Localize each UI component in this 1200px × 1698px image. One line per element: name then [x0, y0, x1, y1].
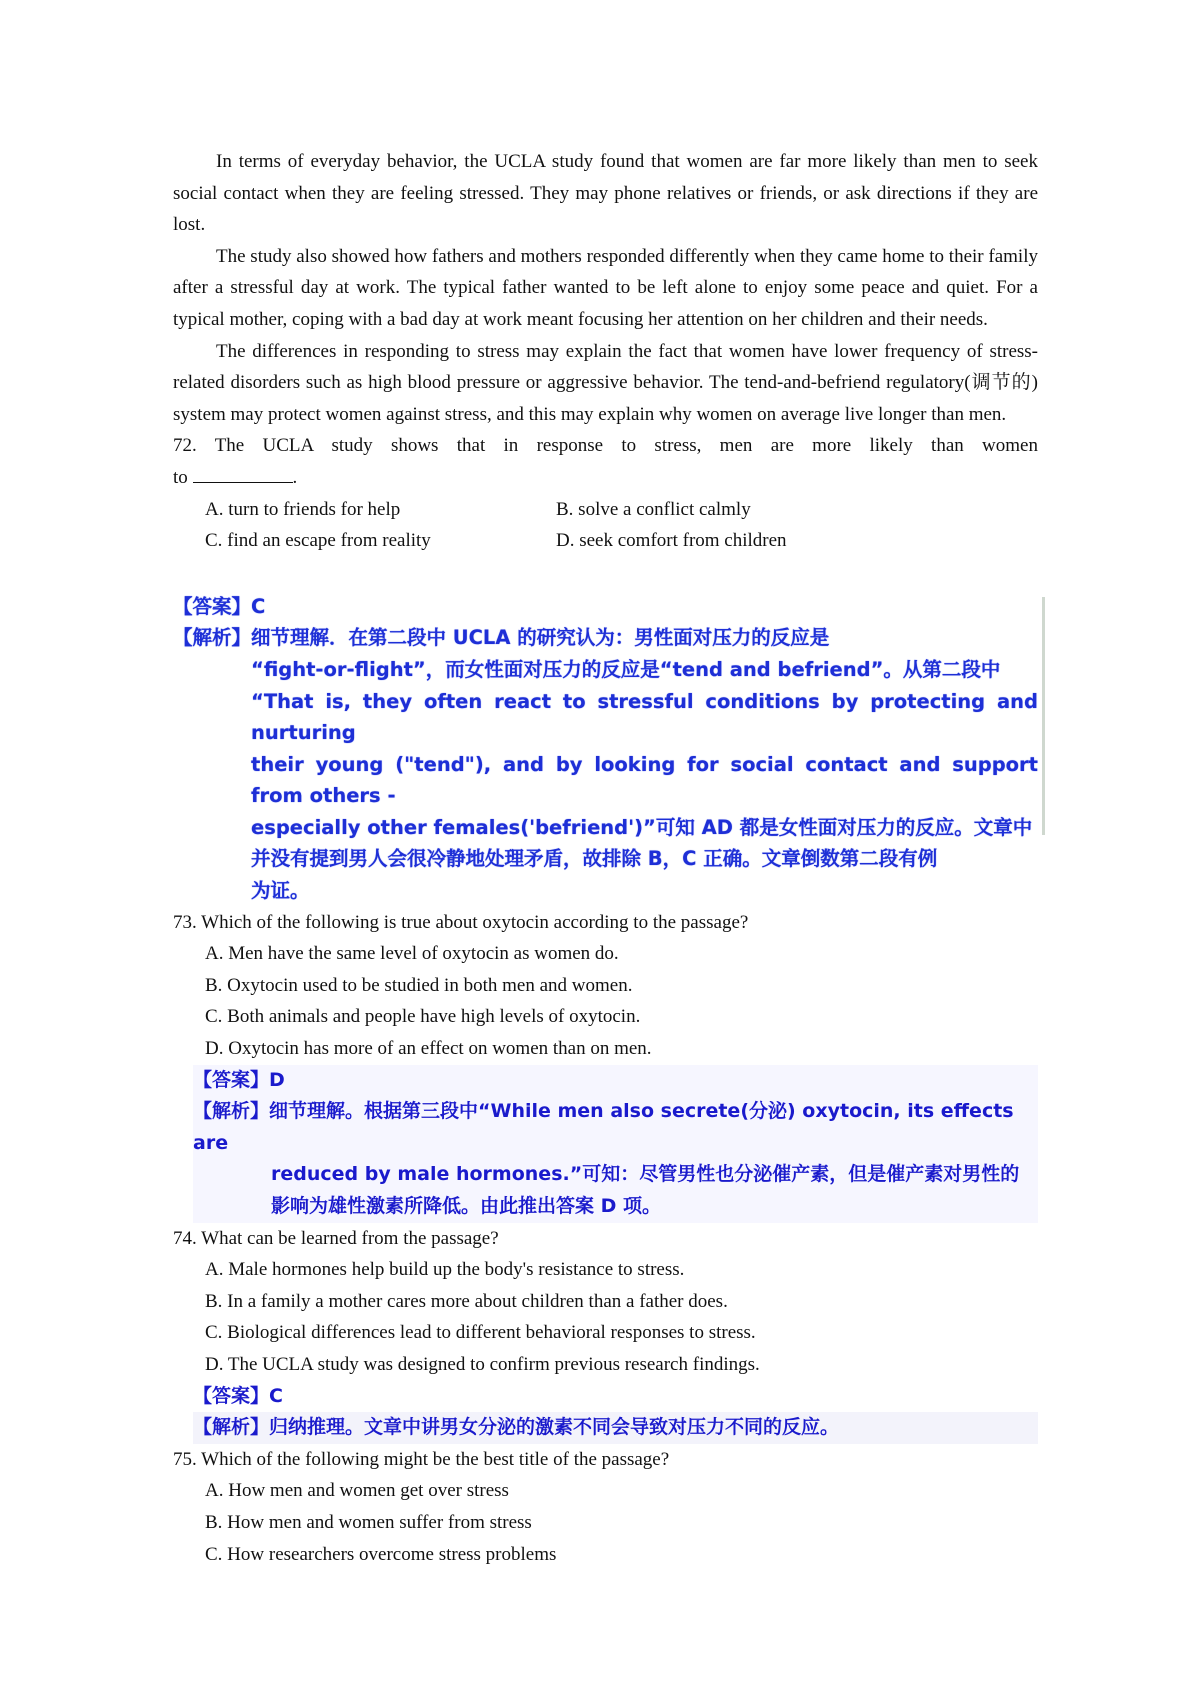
option-c: C. Both animals and people have high levels of oxytocin.	[205, 1006, 641, 1028]
option-a: A. Men have the same level of oxytocin as women do.	[205, 943, 619, 965]
option-c: C. find an escape from reality	[205, 530, 431, 552]
question-73-explanation	[193, 1065, 1038, 1223]
question-72-analysis-l4: their young ("tend"), and by looking for social contact and support from others -	[251, 752, 1038, 808]
question-72-analysis-l5: especially other females('befriend')”可知 AD 都是女性面对压力的反应。文章中	[251, 815, 1033, 839]
margin-bar	[1042, 597, 1045, 835]
paragraph-differences: The differences in responding to stress may explain the fact that women have lower frequency of stress-related disorders such as high blood pressure or aggressive behavior. The tend-and-befriend regulatory(调节的) system may protect women against stress, and this may explain why women on average live longer than men.	[173, 340, 1038, 425]
option-d: D. The UCLA study was designed to confirm previous research findings.	[205, 1353, 760, 1375]
paragraph-fathers-mothers: The study also showed how fathers and mothers responded differently when they came home to their family after a stressful day at work. The typical father wanted to be left alone to enjoy some peace and quiet. For a typical mother, coping with a bad day at work meant focusing her attention on her children and their needs.	[173, 245, 1038, 330]
question-72-analysis: 【解析】细节理解．在第二段中 UCLA 的研究认为：男性面对压力的反应是	[173, 626, 830, 650]
question-72-explanation	[173, 591, 1038, 907]
question-74-analysis: 【解析】归纳推理。文章中讲男女分泌的激素不同会导致对压力不同的反应。	[193, 1412, 1038, 1444]
question-72-stem: 72. The UCLA study shows that in response to stress, men are more likely than women	[173, 435, 1038, 457]
question-72	[173, 430, 1038, 906]
option-b: B. solve a conflict calmly	[556, 498, 751, 520]
option-d: D. Oxytocin has more of an effect on women than on men.	[205, 1038, 652, 1060]
question-74-explanation	[193, 1381, 1038, 1444]
question-72-analysis-l6: 并没有提到男人会很冷静地处理矛盾，故排除 B，C 正确。文章倒数第二段有例	[251, 847, 938, 871]
question-75-stem: 75. Which of the following might be the best title of the passage?	[173, 1448, 670, 1470]
option-c: C. How researchers overcome stress problems	[205, 1543, 557, 1565]
option-a: A. Male hormones help build up the body's resistance to stress.	[205, 1259, 685, 1281]
question-72-analysis-l3: “That is, they often react to stressful conditions by protecting and nurturing	[251, 689, 1038, 745]
question-74	[173, 1223, 1038, 1444]
question-73-answer: 【答案】D	[193, 1068, 285, 1091]
option-d: D. seek comfort from children	[556, 530, 787, 552]
question-74-answer: 【答案】C	[193, 1384, 283, 1407]
option-b: B. Oxytocin used to be studied in both men and women.	[205, 974, 633, 996]
question-75	[173, 1444, 1038, 1570]
question-72-stem-continued	[173, 462, 1038, 494]
option-c: C. Biological differences lead to different behavioral responses to stress.	[205, 1322, 756, 1344]
option-b: B. In a family a mother cares more about children than a father does.	[205, 1290, 728, 1312]
option-a: A. How men and women get over stress	[205, 1480, 509, 1502]
option-a: A. turn to friends for help	[205, 498, 401, 520]
question-73-analysis: 【解析】细节理解。根据第三段中“While men also secrete(分泌) oxytocin, its effects are	[193, 1100, 1014, 1154]
question-72-stem-suffix: .	[292, 466, 298, 488]
question-72-stem-prefix: to	[173, 466, 188, 488]
question-73-analysis-l2: reduced by male hormones.”可知：尽管男性也分泌催产素，但是催产素对男性的	[271, 1163, 1020, 1186]
question-72-analysis-l2: “fight-or-flight”，而女性面对压力的反应是“tend and befriend”。从第二段中	[251, 657, 1001, 681]
question-72-answer: 【答案】C	[173, 594, 266, 618]
option-b: B. How men and women suffer from stress	[205, 1511, 532, 1533]
question-72-analysis-l7: 为证。	[251, 879, 310, 903]
question-74-stem: 74. What can be learned from the passage?	[173, 1227, 499, 1249]
question-73-analysis-l3: 影响为雄性激素所降低。由此推出答案 D 项。	[271, 1195, 662, 1217]
document-page	[173, 146, 1038, 1570]
question-73	[173, 907, 1038, 1223]
paragraph-everyday-behavior: In terms of everyday behavior, the UCLA study found that women are far more likely than men to seek social contact when they are feeling stressed. They may phone relatives or friends, or ask directions if they are lost.	[173, 151, 1038, 236]
question-73-stem: 73. Which of the following is true about oxytocin according to the passage?	[173, 911, 749, 933]
answer-blank	[193, 464, 293, 483]
question-72-options	[205, 494, 1038, 557]
